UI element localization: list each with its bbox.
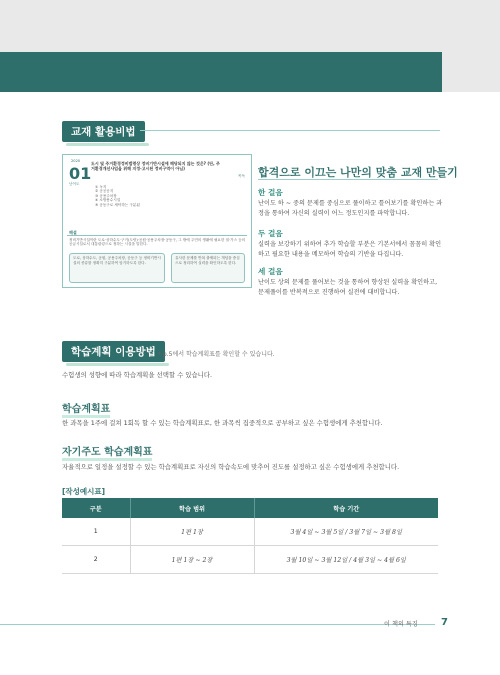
thumb-tag: 목독 [238, 174, 245, 178]
table-cell: 3월 10일 ~ 3월 12일 / 4월 3일 ~ 4월 6일 [254, 546, 438, 574]
example-table-label: [작성예시표] [62, 487, 106, 496]
table-header-row [62, 498, 438, 518]
footer-divider [0, 624, 435, 625]
table-cell: 1편 1장 ~ 2장 [130, 546, 254, 574]
thumb-question-number: 01 [69, 164, 92, 183]
thumb-answer-rule [67, 235, 247, 236]
thumb-choice: ③ 공용주차장 [95, 193, 117, 198]
thumb-choice: ⑤ 공동구로 세탁하는 구분됨 [95, 202, 140, 207]
thumb-question: 도시 및 주거환경정비법령상 정비기반시설에 해당되지 않는 것은? (단, 주거환경개선사업을 위해 지정·고시된 정비구역이 아님) [91, 161, 220, 171]
section-heading-textbook-usage: 교재 활용비법 [62, 121, 145, 142]
section-heading-study-plan: 학습계획 이용방법 [62, 341, 165, 362]
plan-heading: 학습계획표 [62, 400, 110, 416]
table-cell: 3월 4일 ~ 3월 5일 / 3월 7일 ~ 3월 8일 [254, 518, 438, 546]
thumb-explanation: 정비기반시설이란 도로·상하수도·구거(도랑)·공원·공용주차장·공동구, 그 밖에 주민의 생활에 필요한 열·가스 등의 공급시설로서 대통령령으로 정하는 시설을 말한다. [69, 238, 246, 247]
thumb-choices [95, 185, 140, 207]
thumb-memo-right: 유사한 문제를 반복 출제되는 개념을 중심으로 정리하여 실력을 확인하도록 한다. [171, 253, 245, 283]
thumb-memo-left: 도로, 상하수도, 공원, 공용주차장, 공동구 등 정비기반시설의 종류를 정확히 구분하여 암기하도록 한다. [69, 253, 165, 283]
footer-label: 이 책의 특징 [384, 621, 418, 628]
feature-title: 합격으로 이끄는 나만의 맞춤 교재 만들기 [258, 166, 458, 179]
table-cell: 2 [62, 546, 130, 574]
sample-question-thumbnail [62, 154, 252, 288]
self-directed-plan-heading: 자기주도 학습계획표 [62, 443, 152, 459]
table-row [62, 546, 438, 574]
step-text-1: 난이도 하 ~ 중의 문제를 중심으로 풀이하고 틀어보기를 확인하는 과정을 통하여 자신의 실력이 어느 정도인지를 파악합니다. [258, 200, 443, 217]
step-text-3: 난이도 상의 문제를 풀어보는 것을 통하여 향상된 실력을 확인하고, 문제풀이를 반복적으로 진행하여 실전에 대비합니다. [258, 279, 438, 296]
study-plan-intro: 수험생의 성향에 따라 학습계획을 선택할 수 있습니다. [62, 371, 213, 379]
page-number: 7 [441, 617, 448, 628]
column-header: 학습 기간 [254, 498, 438, 518]
example-plan-table [62, 498, 438, 574]
self-directed-plan-description: 자율적으로 일정을 설정할 수 있는 학습계획표로 자신의 학습속도에 맞추어 진도를 설정하고 싶은 수험생에게 추천합니다. [62, 463, 400, 471]
step-heading-1: 한 걸음 [258, 188, 283, 197]
column-header: 학습 범위 [130, 498, 254, 518]
step-heading-3: 세 걸음 [258, 267, 283, 276]
teal-header-bar [0, 52, 442, 92]
step-text-2: 실력을 보강하기 위하여 추가 학습할 부분은 기본서에서 꼼꼼히 확인하고 필요한 내용을 메모하여 학습의 기반을 다집니다. [258, 241, 442, 258]
feature-divider [258, 179, 438, 180]
step-heading-2: 두 걸음 [258, 229, 283, 238]
thumb-level: 난이도 [69, 182, 80, 186]
top-decorative-band [0, 0, 500, 92]
column-header: 구분 [62, 498, 130, 518]
thumb-year: 2020 [71, 159, 81, 163]
thumb-choice: ② 공공공지 [95, 189, 114, 194]
table-cell: 1 [62, 518, 130, 546]
thumb-choice: ① 녹지 [95, 185, 107, 189]
plan-description: 한 과목을 1주에 걸쳐 1회독 할 수 있는 학습계획표로, 한 과목씩 집중적으로 공부하고 싶은 수험생에게 추천합니다. [62, 419, 383, 427]
table-cell: 1편 1장 [130, 518, 254, 546]
section-divider [140, 130, 440, 131]
thumb-choice: ④ 소방용수시설 [95, 198, 121, 203]
table-row [62, 518, 438, 546]
thumb-answer-label: 해설 [69, 230, 77, 235]
study-plan-note: * p.5에서 학습계획표를 확인할 수 있습니다. [158, 351, 275, 358]
